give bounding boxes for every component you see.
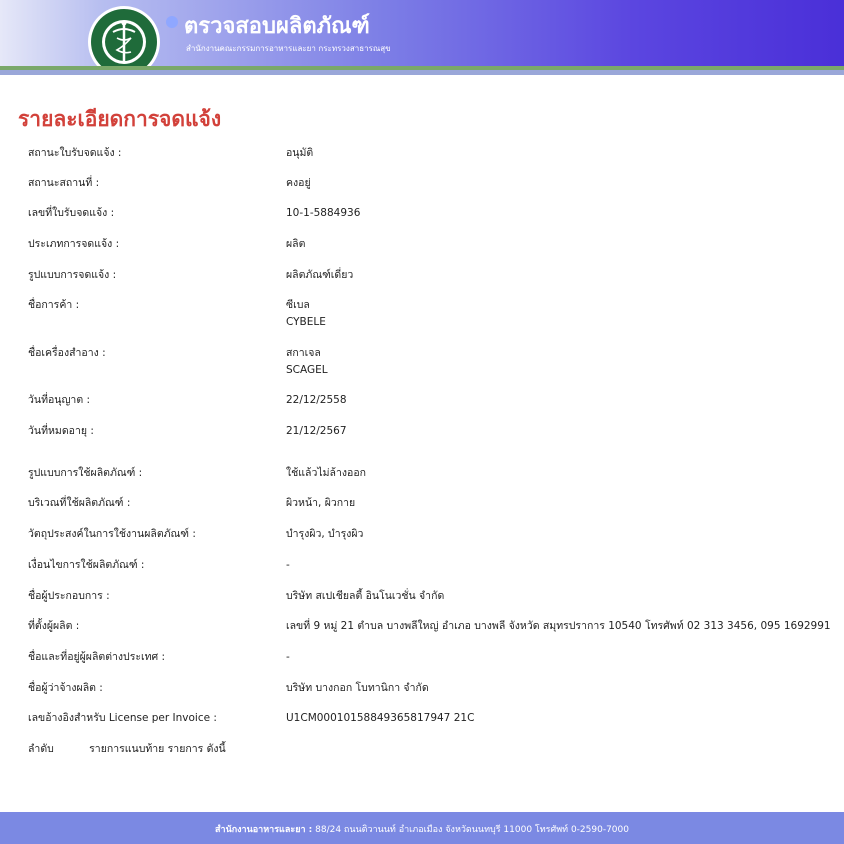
detail-value-line: บริษัท สเปเชียลตี้ อินโนเวชั่น จำกัด	[286, 590, 445, 602]
sequence-row	[28, 740, 226, 757]
detail-value	[286, 526, 363, 543]
detail-value-line: 21/12/2567	[286, 425, 347, 437]
bullet-dot-icon	[166, 16, 178, 28]
detail-label: ชื่อผู้ประกอบการ :	[28, 590, 110, 602]
detail-value	[286, 557, 290, 574]
detail-value	[286, 145, 313, 162]
sequence-label: ลำดับ	[28, 743, 54, 755]
detail-value-line: ใช้แล้วไม่ล้างออก	[286, 467, 366, 479]
detail-label: สถานะใบรับจดแจ้ง :	[28, 147, 122, 159]
sequence-value: รายการแนบท้าย รายการ ดังนี้	[89, 743, 226, 755]
detail-value-line: บำรุงผิว, บำรุงผิว	[286, 528, 364, 540]
detail-label: เลขอ้างอิงสำหรับ License per Invoice :	[28, 712, 217, 724]
detail-value	[286, 423, 347, 440]
detail-value-line: CYBELE	[286, 316, 326, 328]
detail-value-line: U1CM00010158849365817947 21C	[286, 712, 475, 724]
detail-label: ที่ตั้งผู้ผลิต :	[28, 620, 80, 632]
header-divider-lower	[0, 70, 844, 75]
detail-label: รูปแบบการจดแจ้ง :	[28, 269, 117, 281]
site-footer	[0, 812, 844, 844]
detail-value-line: ผลิตภัณฑ์เดี่ยว	[286, 269, 354, 281]
detail-value	[286, 680, 429, 697]
footer-address: 88/24 ถนนติวานนท์ อำเภอเมือง จังหวัดนนทบุรี 11000 โทรศัพท์ 0-2590-7000	[312, 825, 629, 835]
detail-value	[286, 205, 360, 222]
detail-value-line: 22/12/2558	[286, 394, 347, 406]
detail-value-line: ซีเบล	[286, 299, 310, 311]
detail-label: ประเภทการจดแจ้ง :	[28, 238, 120, 250]
detail-value	[286, 267, 353, 284]
detail-value	[286, 297, 326, 331]
footer-org: สำนักงานอาหารและยา :	[215, 825, 313, 835]
site-subtitle: สำนักงานคณะกรรมการอาหารและยา กระทรวงสาธารณสุข	[186, 44, 391, 53]
detail-value	[286, 465, 366, 482]
detail-value	[286, 649, 290, 666]
detail-value-line: อนุมัติ	[286, 147, 314, 159]
site-title: ตรวจสอบผลิตภัณฑ์	[184, 14, 370, 39]
detail-label: บริเวณที่ใช้ผลิตภัณฑ์ :	[28, 497, 131, 509]
detail-value	[286, 345, 328, 379]
detail-label: ชื่อเครื่องสำอาง :	[28, 347, 106, 359]
detail-value	[286, 392, 347, 409]
detail-value	[286, 175, 311, 192]
detail-label: วัตถุประสงค์ในการใช้งานผลิตภัณฑ์ :	[28, 528, 196, 540]
detail-value-line: ผลิต	[286, 238, 306, 250]
detail-label: สถานะสถานที่ :	[28, 177, 100, 189]
detail-value-line: 10-1-5884936	[286, 207, 361, 219]
detail-label: ชื่อและที่อยู่ผู้ผลิตต่างประเทศ :	[28, 651, 166, 663]
footer-text	[0, 822, 844, 836]
detail-value-line: -	[286, 559, 290, 571]
detail-label: ชื่อการค้า :	[28, 299, 80, 311]
detail-value	[286, 710, 474, 727]
detail-value-line: บริษัท บางกอก โบทานิกา จำกัด	[286, 682, 429, 694]
detail-value-line: -	[286, 651, 290, 663]
detail-value	[286, 588, 444, 605]
detail-value-line: สกาเจล	[286, 347, 321, 359]
detail-value	[286, 618, 831, 635]
detail-value-line: ผิวหน้า, ผิวกาย	[286, 497, 356, 509]
site-header	[0, 0, 844, 75]
detail-label: วันที่หมดอายุ :	[28, 425, 94, 437]
detail-label: ชื่อผู้ว่าจ้างผลิต :	[28, 682, 103, 694]
detail-label: รูปแบบการใช้ผลิตภัณฑ์ :	[28, 467, 143, 479]
detail-value-line: คงอยู่	[286, 177, 311, 189]
detail-value-line: เลขที่ 9 หมู่ 21 ตำบล บางพลีใหญ่ อำเภอ บางพลี จังหวัด สมุทรปราการ 10540 โทรศัพท์ 02 313 3456, 095 1692991	[286, 620, 831, 632]
detail-value-line: SCAGEL	[286, 364, 328, 376]
detail-label: วันที่อนุญาต :	[28, 394, 91, 406]
detail-label: เลขที่ใบรับจดแจ้ง :	[28, 207, 115, 219]
page-title: รายละเอียดการจดแจ้ง	[18, 107, 222, 131]
detail-value	[286, 236, 305, 253]
detail-label: เงื่อนไขการใช้ผลิตภัณฑ์ :	[28, 559, 145, 571]
detail-value	[286, 495, 355, 512]
